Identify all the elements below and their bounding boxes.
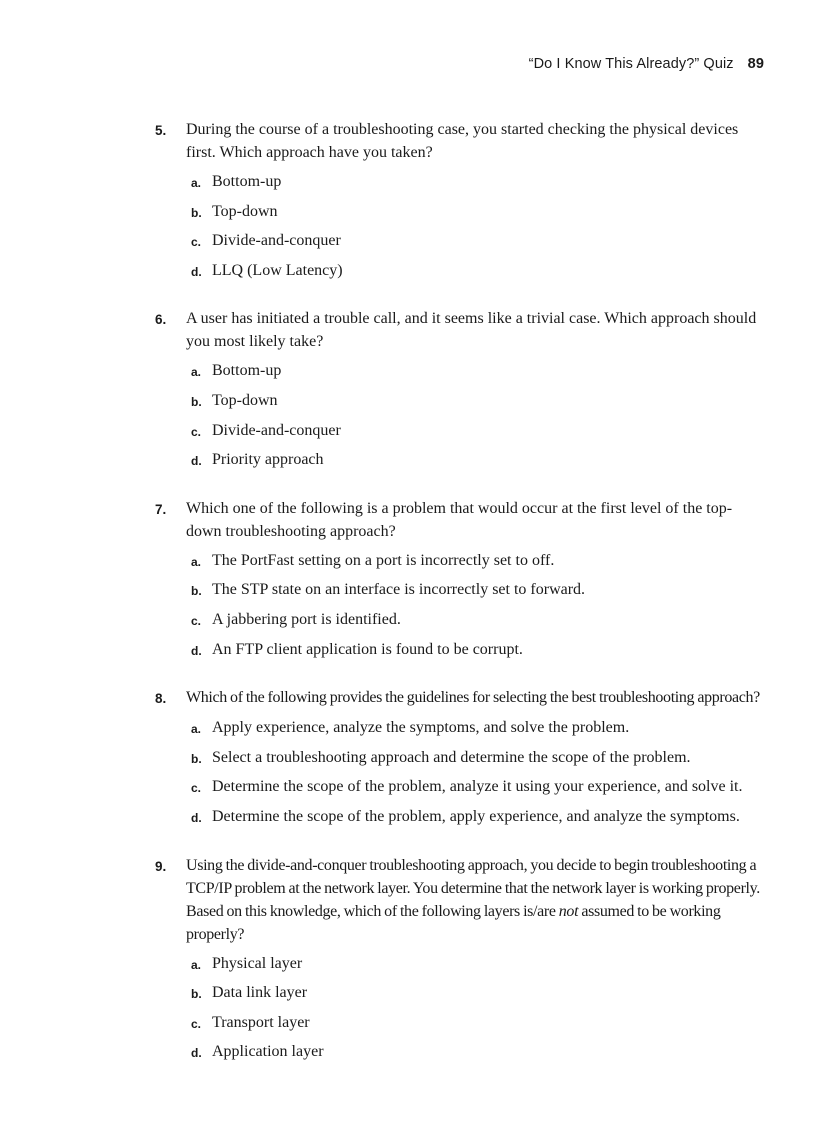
answer-option-a (155, 717, 767, 747)
option-text: The STP state on an interface is incorrectly set to forward. (212, 581, 586, 599)
option-letter: a. (191, 365, 202, 380)
option-letter: c. (191, 424, 202, 439)
answer-option-a (155, 171, 767, 201)
answer-options (155, 360, 767, 478)
option-text: LLQ (Low Latency) (212, 261, 343, 279)
option-letter: d. (191, 643, 202, 658)
option-text: Top-down (212, 391, 278, 409)
question-text-emphasis: not (558, 902, 579, 920)
option-letter: b. (191, 584, 202, 599)
running-head (529, 56, 764, 72)
question-9 (155, 854, 767, 1071)
option-text: The PortFast setting on a port is incorrectly set to off. (212, 551, 555, 569)
option-letter: b. (191, 205, 202, 220)
question-text (186, 854, 767, 946)
option-text: Select a troubleshooting approach and determine the scope of the problem. (212, 748, 691, 766)
option-letter: d. (191, 454, 202, 469)
answer-option-c (155, 776, 767, 806)
question-number: 9. (155, 858, 167, 874)
option-text: Top-down (212, 202, 278, 220)
question-text-part-1: Using the divide-and-conquer troubleshooting approach, you decide to begin troubleshooting a TCP/IP problem at the network layer. You determine that the network layer is working properly. Based on this knowledge, which of the following layers is/are (186, 856, 760, 920)
option-text: Application layer (212, 1043, 324, 1061)
question-5 (155, 118, 767, 289)
answer-option-c (155, 230, 767, 260)
answer-option-d (155, 639, 767, 669)
option-letter: d. (191, 264, 202, 279)
option-text: Bottom-up (212, 362, 282, 380)
option-text: An FTP client application is found to be corrupt. (212, 640, 523, 658)
question-text: Which of the following provides the guidelines for selecting the best troubleshooting approach? (186, 689, 760, 707)
chapter-title: “Do I Know This Already?” Quiz (528, 56, 734, 72)
answer-option-d (155, 449, 767, 479)
question-text-part-2: assumed to be working properly? (186, 902, 721, 943)
option-text: Transport layer (212, 1013, 310, 1031)
page-number: 89 (747, 56, 764, 72)
option-text: Determine the scope of the problem, apply experience, and analyze the symptoms. (212, 807, 740, 825)
question-text: A user has initiated a trouble call, and it seems like a trivial case. Which approach should you most likely take? (186, 310, 757, 351)
option-text: Divide-and-conquer (212, 232, 341, 250)
option-letter: d. (191, 1046, 202, 1061)
option-letter: c. (191, 613, 202, 628)
question-text: Which one of the following is a problem that would occur at the first level of the top-down troubleshooting approach? (186, 499, 733, 540)
answer-options (155, 171, 767, 289)
option-letter: c. (191, 781, 202, 796)
option-letter: c. (191, 1016, 202, 1031)
option-text: Divide-and-conquer (212, 421, 341, 439)
answer-option-a (155, 953, 767, 983)
question-number: 7. (155, 501, 167, 517)
answer-option-d (155, 806, 767, 836)
option-text: Data link layer (212, 984, 308, 1002)
option-letter: c. (191, 235, 202, 250)
option-letter: b. (191, 987, 202, 1002)
answer-option-d (155, 1041, 767, 1071)
option-letter: b. (191, 394, 202, 409)
answer-option-b (155, 982, 767, 1012)
option-text: A jabbering port is identified. (212, 610, 401, 628)
question-number: 5. (155, 123, 167, 138)
answer-options (155, 953, 767, 1071)
answer-option-c (155, 1012, 767, 1042)
question-7 (155, 497, 767, 668)
question-text: During the course of a troubleshooting case, you started checking the physical devices first. Which approach have you taken? (186, 121, 739, 161)
answer-option-d (155, 260, 767, 290)
answer-option-a (155, 550, 767, 580)
answer-option-a (155, 360, 767, 390)
option-letter: a. (191, 957, 202, 972)
answer-option-b (155, 390, 767, 420)
option-text: Apply experience, analyze the symptoms, and solve the problem. (212, 719, 630, 737)
question-8 (155, 686, 767, 835)
answer-options (155, 550, 767, 668)
option-text: Priority approach (212, 451, 324, 469)
option-letter: a. (191, 176, 202, 190)
answer-option-b (155, 201, 767, 231)
question-number: 8. (155, 691, 167, 707)
answer-option-c (155, 609, 767, 639)
answer-option-b (155, 747, 767, 777)
option-text: Determine the scope of the problem, analyze it using your experience, and solve it. (212, 778, 743, 796)
question-6 (155, 307, 767, 478)
question-number: 6. (155, 312, 167, 328)
answer-option-c (155, 420, 767, 450)
option-letter: a. (191, 554, 202, 569)
option-letter: d. (191, 810, 202, 825)
option-letter: b. (191, 751, 202, 766)
answer-option-b (155, 579, 767, 609)
quiz-questions (155, 118, 767, 1089)
option-text: Bottom-up (212, 173, 282, 190)
answer-options (155, 717, 767, 835)
option-text: Physical layer (212, 954, 303, 972)
option-letter: a. (191, 722, 202, 737)
